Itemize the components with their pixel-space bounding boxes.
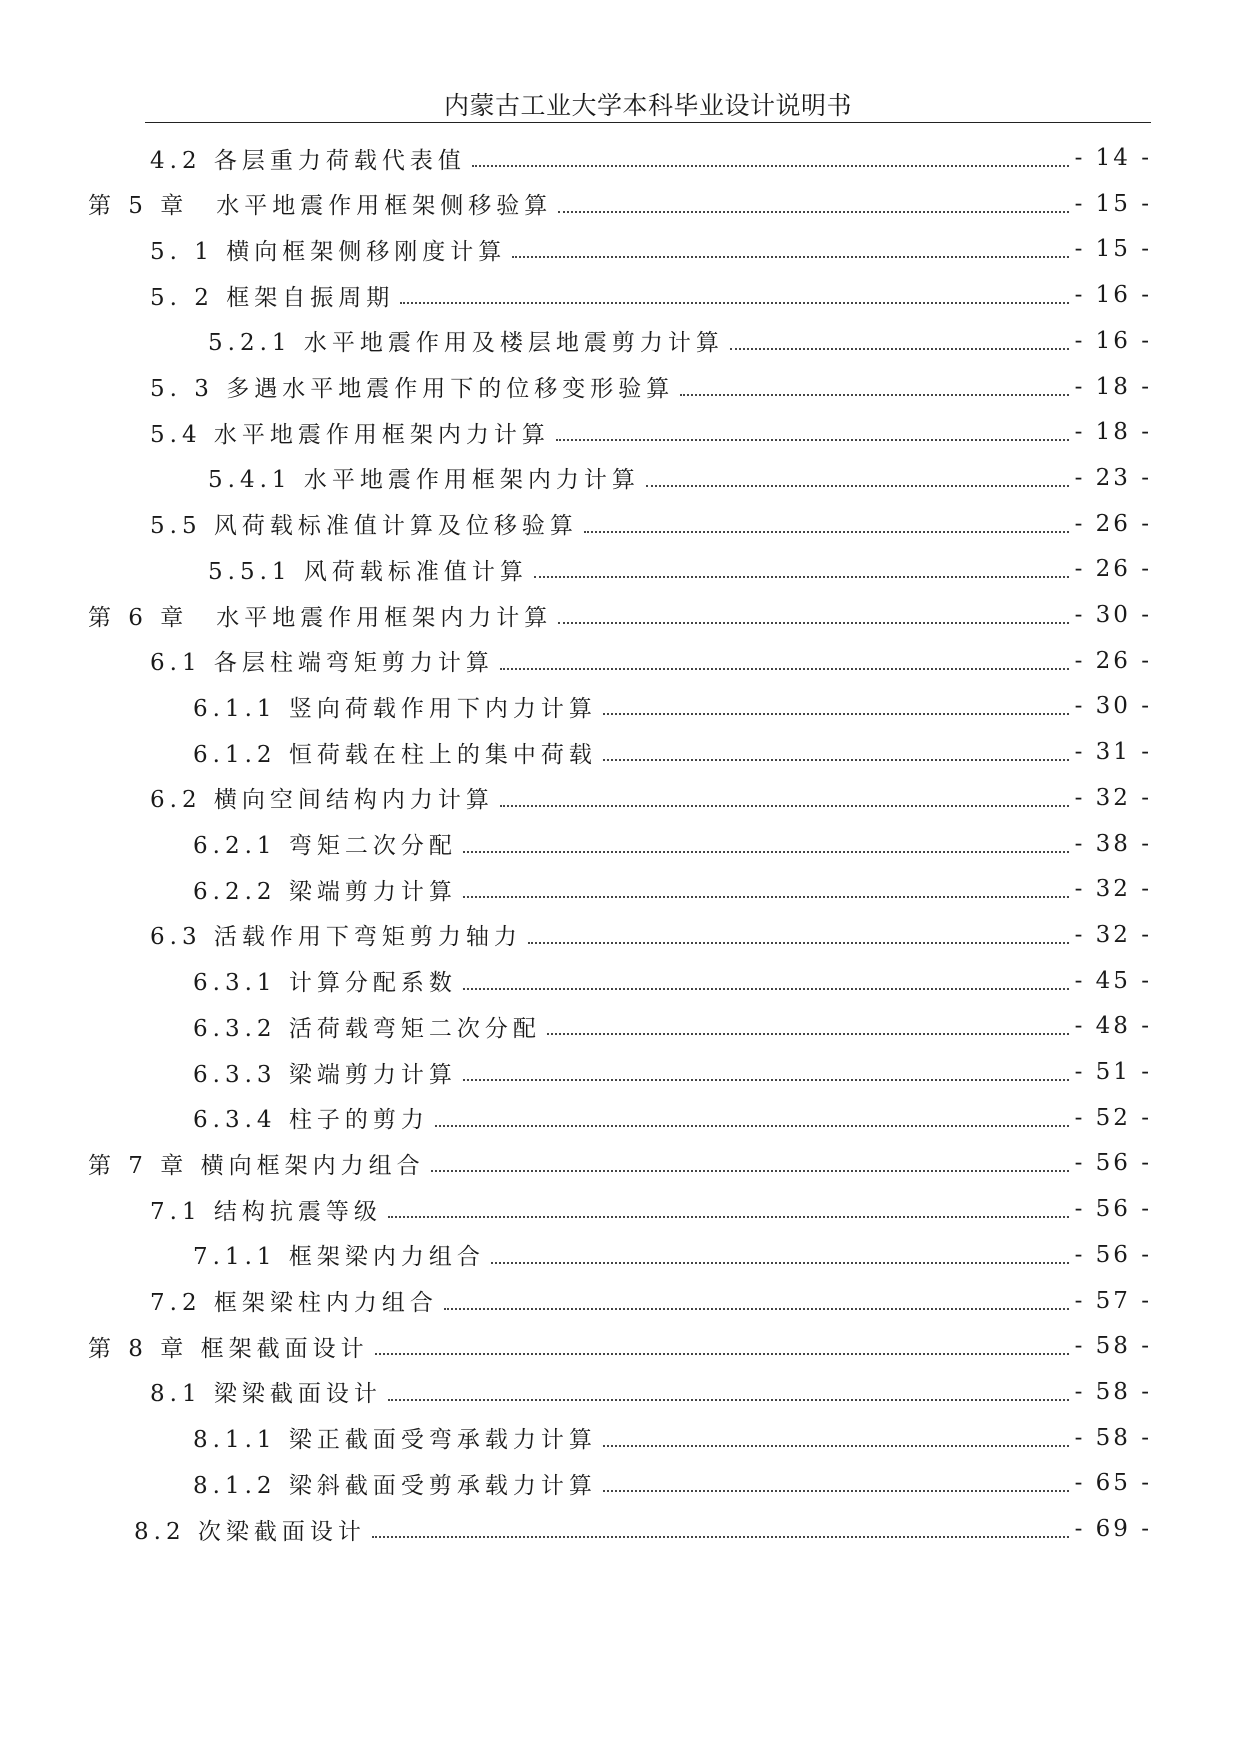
toc-entry-title: 第 7 章 横向框架内力组合 bbox=[88, 1152, 425, 1179]
toc-entry-title: 4.2 各层重力荷载代表值 bbox=[150, 147, 466, 174]
toc-entry-title: 6.1 各层柱端弯矩剪力计算 bbox=[150, 650, 494, 677]
toc-entry-title: 5.4.1 水平地震作用框架内力计算 bbox=[208, 467, 640, 494]
toc-entry[interactable] bbox=[208, 549, 1152, 589]
toc-entry[interactable] bbox=[150, 1281, 1152, 1321]
toc-entry-title: 6.3.1 计算分配系数 bbox=[193, 970, 457, 997]
toc-page-number: - 56 - bbox=[1074, 1196, 1152, 1223]
toc-dot-leader bbox=[500, 668, 1069, 670]
toc-entry-title: 6.3.4 柱子的剪力 bbox=[193, 1107, 429, 1134]
toc-dot-leader bbox=[431, 1170, 1069, 1172]
toc-entry-title: 8.2 次梁截面设计 bbox=[134, 1518, 366, 1545]
toc-dot-leader bbox=[463, 1079, 1069, 1081]
toc-entry-title: 5.5.1 风荷载标准值计算 bbox=[208, 558, 528, 585]
toc-dot-leader bbox=[472, 165, 1069, 167]
toc-dot-leader bbox=[528, 942, 1069, 944]
toc-dot-leader bbox=[603, 759, 1069, 761]
toc-entry-title: 6.3 活载作用下弯矩剪力轴力 bbox=[150, 924, 522, 951]
toc-entry[interactable] bbox=[150, 778, 1152, 818]
toc-entry[interactable] bbox=[193, 1418, 1152, 1458]
toc-entry[interactable] bbox=[193, 824, 1152, 864]
toc-page-number: - 51 - bbox=[1074, 1059, 1152, 1085]
toc-page-number: - 16 - bbox=[1074, 327, 1152, 354]
toc-page-number: - 58 - bbox=[1074, 1378, 1152, 1405]
toc-page-number: - 32 - bbox=[1074, 876, 1152, 903]
toc-page-number: - 23 - bbox=[1074, 464, 1152, 491]
toc-entry[interactable] bbox=[193, 1052, 1152, 1092]
toc-dot-leader bbox=[680, 394, 1068, 396]
toc-page-number: - 30 - bbox=[1074, 602, 1152, 628]
toc-dot-leader bbox=[400, 302, 1068, 304]
toc-dot-leader bbox=[534, 576, 1069, 578]
toc-page-number: - 26 - bbox=[1074, 510, 1152, 537]
toc-entry[interactable] bbox=[150, 915, 1152, 955]
toc-entry[interactable] bbox=[150, 1372, 1152, 1412]
toc-entry[interactable] bbox=[193, 1235, 1152, 1275]
toc-entry[interactable] bbox=[208, 458, 1152, 498]
toc-entry[interactable] bbox=[193, 1098, 1152, 1138]
toc-page-number: - 38 - bbox=[1074, 830, 1152, 857]
toc-page-number: - 18 - bbox=[1074, 373, 1152, 400]
toc-dot-leader bbox=[491, 1262, 1069, 1264]
toc-dot-leader bbox=[388, 1216, 1069, 1218]
page-header-title: 内蒙古工业大学本科毕业设计说明书 bbox=[443, 91, 852, 120]
toc-dot-leader bbox=[603, 713, 1069, 715]
toc-entry-title: 5. 3 多遇水平地震作用下的位移变形验算 bbox=[150, 376, 675, 402]
toc-entry[interactable] bbox=[150, 641, 1152, 681]
toc-dot-leader bbox=[558, 622, 1068, 624]
toc-entry[interactable] bbox=[88, 1326, 1152, 1366]
toc-page-number: - 52 - bbox=[1074, 1104, 1152, 1131]
toc-entry[interactable] bbox=[134, 1509, 1152, 1549]
toc-dot-leader bbox=[444, 1308, 1069, 1310]
toc-dot-leader bbox=[463, 896, 1069, 898]
toc-page-number: - 58 - bbox=[1074, 1333, 1152, 1360]
toc-entry-title: 8.1.2 梁斜截面受剪承载力计算 bbox=[193, 1472, 597, 1499]
toc-page-number: - 69 - bbox=[1074, 1516, 1152, 1542]
toc-entry[interactable] bbox=[150, 412, 1152, 452]
toc-entry-title: 5.5 风荷载标准值计算及位移验算 bbox=[150, 513, 578, 540]
toc-entry[interactable] bbox=[88, 595, 1152, 635]
toc-page-number: - 16 - bbox=[1074, 282, 1152, 309]
toc-page-number: - 26 - bbox=[1074, 556, 1152, 583]
toc-page-number: - 32 - bbox=[1074, 921, 1152, 948]
toc-entry-title: 第 5 章 水平地震作用框架侧移验算 bbox=[88, 193, 553, 220]
toc-page-number: - 26 - bbox=[1074, 647, 1152, 674]
toc-entry[interactable] bbox=[193, 1463, 1152, 1503]
toc-page-number: - 45 - bbox=[1074, 967, 1152, 994]
toc-entry-title: 7.1 结构抗震等级 bbox=[150, 1198, 382, 1225]
toc-entry[interactable] bbox=[208, 321, 1152, 361]
toc-dot-leader bbox=[375, 1353, 1069, 1355]
toc-entry-title: 8.1.1 梁正截面受弯承载力计算 bbox=[193, 1427, 597, 1454]
toc-entry[interactable] bbox=[193, 961, 1152, 1001]
toc-dot-leader bbox=[388, 1399, 1069, 1401]
toc-entry-title: 6.1.2 恒荷载在柱上的集中荷载 bbox=[193, 741, 597, 768]
toc-entry-title: 5.4 水平地震作用框架内力计算 bbox=[150, 421, 550, 448]
toc-entry[interactable] bbox=[193, 732, 1152, 772]
toc-dot-leader bbox=[556, 439, 1069, 441]
toc-entry-title: 6.2 横向空间结构内力计算 bbox=[150, 787, 494, 814]
toc-dot-leader bbox=[512, 256, 1068, 258]
toc-entry-title: 7.1.1 框架梁内力组合 bbox=[193, 1244, 485, 1271]
toc-entry[interactable] bbox=[193, 686, 1152, 726]
toc-page-number: - 57 - bbox=[1074, 1287, 1152, 1314]
toc-page-number: - 65 - bbox=[1074, 1470, 1152, 1497]
toc-entry[interactable] bbox=[150, 1189, 1152, 1229]
toc-entry-title: 6.3.2 活荷载弯矩二次分配 bbox=[193, 1015, 541, 1042]
toc-entry-title: 5. 2 框架自振周期 bbox=[150, 284, 395, 311]
toc-page-number: - 58 - bbox=[1074, 1424, 1152, 1451]
toc-page-number: - 15 - bbox=[1074, 190, 1152, 217]
toc-dot-leader bbox=[547, 1033, 1069, 1035]
toc-entry-title: 8.1 梁梁截面设计 bbox=[150, 1381, 382, 1408]
toc-entry[interactable] bbox=[193, 869, 1152, 909]
toc-entry[interactable] bbox=[193, 1006, 1152, 1046]
toc-entry-title: 第 6 章 水平地震作用框架内力计算 bbox=[88, 604, 553, 631]
toc-entry-title: 6.1.1 竖向荷载作用下内力计算 bbox=[193, 695, 597, 722]
toc-dot-leader bbox=[463, 851, 1069, 853]
toc-entry-title: 6.3.3 梁端剪力计算 bbox=[193, 1061, 457, 1088]
toc-dot-leader bbox=[372, 1536, 1069, 1538]
toc-entry-title: 7.2 框架梁柱内力组合 bbox=[150, 1290, 438, 1316]
toc-entry-title: 6.2.2 梁端剪力计算 bbox=[193, 878, 457, 905]
toc-page-number: - 31 - bbox=[1074, 739, 1152, 766]
toc-entry[interactable] bbox=[88, 184, 1152, 224]
toc-dot-leader bbox=[558, 211, 1068, 213]
toc-page-number: - 48 - bbox=[1074, 1013, 1152, 1040]
toc-entry-title: 5. 1 横向框架侧移刚度计算 bbox=[150, 238, 507, 265]
toc-page-number: - 14 - bbox=[1074, 145, 1152, 171]
toc-page-number: - 56 - bbox=[1074, 1150, 1152, 1177]
toc-page-number: - 56 - bbox=[1074, 1241, 1152, 1268]
toc-entry-title: 第 8 章 框架截面设计 bbox=[88, 1335, 369, 1362]
header-rule bbox=[145, 122, 1151, 123]
toc-dot-leader bbox=[435, 1125, 1069, 1127]
toc-entry-title: 6.2.1 弯矩二次分配 bbox=[193, 833, 457, 859]
toc-dot-leader bbox=[646, 485, 1069, 487]
toc-entry[interactable] bbox=[150, 275, 1152, 315]
toc-entry[interactable] bbox=[150, 138, 1152, 178]
toc-page-number: - 18 - bbox=[1074, 419, 1152, 446]
toc-page-number: - 32 - bbox=[1074, 784, 1152, 811]
toc-dot-leader bbox=[603, 1490, 1069, 1492]
toc-dot-leader bbox=[603, 1445, 1069, 1447]
toc-entry[interactable] bbox=[150, 229, 1152, 269]
toc-page-number: - 30 - bbox=[1074, 693, 1152, 720]
toc-entry[interactable] bbox=[88, 1143, 1152, 1183]
toc-dot-leader bbox=[584, 531, 1069, 533]
toc-dot-leader bbox=[500, 805, 1069, 807]
toc-dot-leader bbox=[463, 988, 1069, 990]
toc-entry[interactable] bbox=[150, 504, 1152, 544]
toc-dot-leader bbox=[730, 348, 1069, 350]
toc-entry-title: 5.2.1 水平地震作用及楼层地震剪力计算 bbox=[208, 330, 724, 357]
toc-entry[interactable] bbox=[150, 367, 1152, 407]
toc-page-number: - 15 - bbox=[1074, 236, 1152, 263]
